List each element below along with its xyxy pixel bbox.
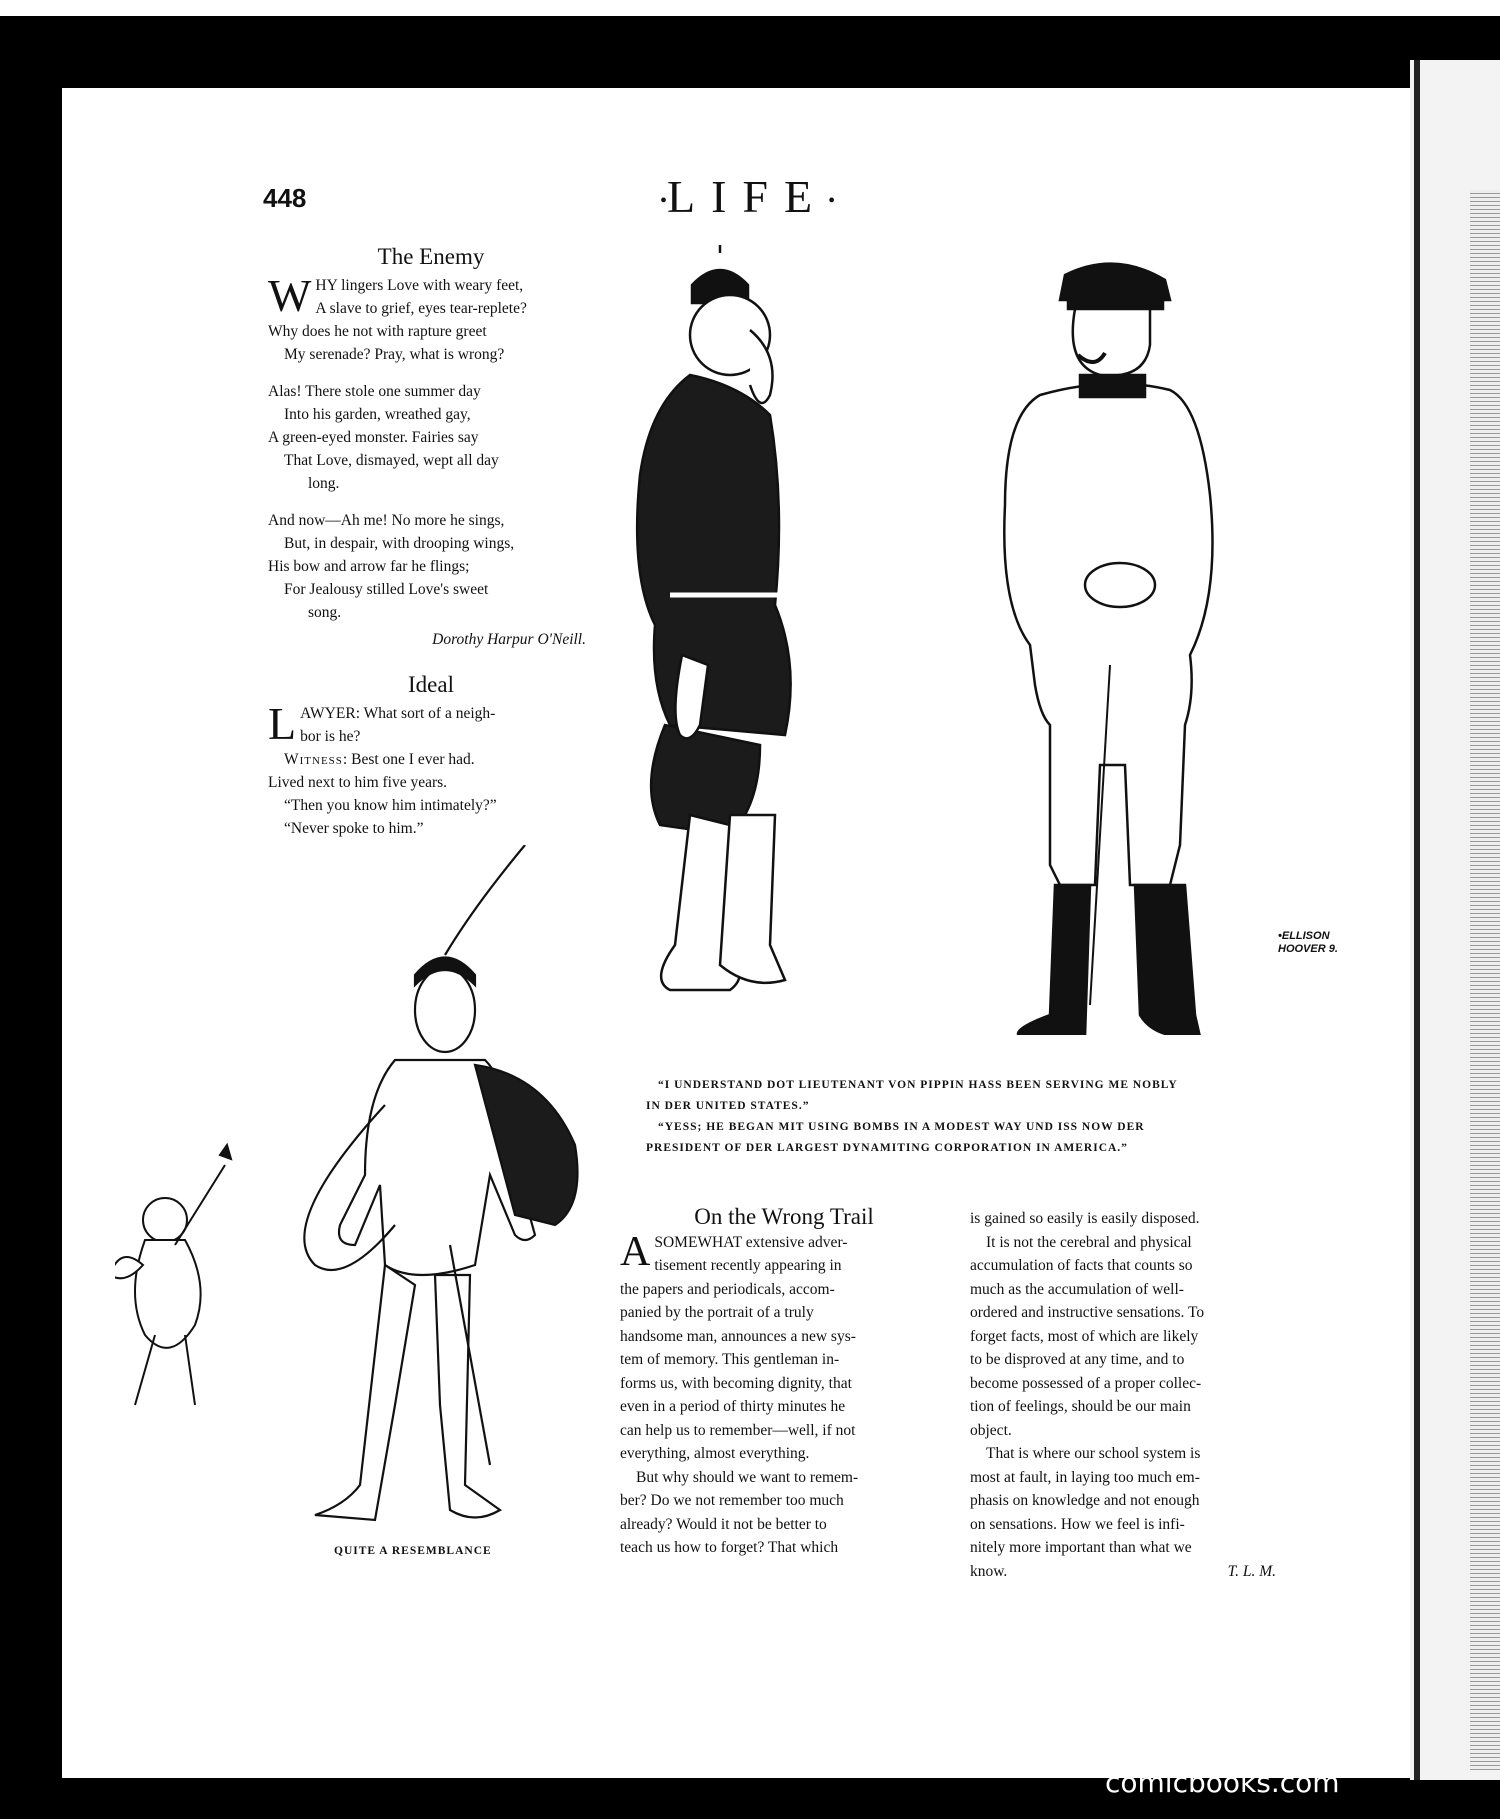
- officer-left-figure: [637, 245, 790, 990]
- article-line: teach us how to forget? That which: [620, 1539, 839, 1556]
- article-line: tisement recently appearing in: [654, 1257, 842, 1274]
- artist-signature-line: •ELLISON: [1278, 930, 1330, 942]
- article-line: everything, almost everything.: [620, 1445, 810, 1462]
- article-line: much as the accumulation of well-: [970, 1280, 1184, 1298]
- poem-line: That Love, dismayed, wept all day: [284, 452, 499, 469]
- article-column-right: [970, 1207, 1300, 1583]
- poem-line: Into his garden, wreathed gay,: [284, 406, 471, 423]
- caption-line: PRESIDENT OF DER LARGEST DYNAMITING CORPORATION IN AMERICA.”: [646, 1142, 1128, 1154]
- poem-line: HY lingers Love with weary feet,: [315, 277, 524, 294]
- poem-line: And now—Ah me! No more he sings,: [268, 512, 505, 529]
- watermark: comicbooks.com: [1105, 1766, 1340, 1799]
- dialogue-line: “Never spoke to him.”: [284, 820, 424, 837]
- dialogue-line: bor is he?: [300, 728, 361, 745]
- poem-line: A green-eyed monster. Fairies say: [268, 429, 479, 446]
- poem-line: song.: [308, 604, 342, 621]
- dialogue-line: [268, 748, 594, 771]
- article-line: already? Would it not be better to: [620, 1515, 827, 1533]
- article-line: It is not the cerebral and physical: [986, 1233, 1192, 1251]
- devil-figure: [304, 845, 577, 1520]
- article-paragraph-1: [620, 1228, 948, 1466]
- article-line: even in a period of thirty minutes he: [620, 1398, 846, 1415]
- masthead-dot-right: •: [828, 189, 836, 212]
- cupid-figure: [115, 1145, 231, 1405]
- dialogue-line: Lived next to him five years.: [268, 774, 448, 791]
- article-last-line: [970, 1560, 1300, 1584]
- page-edge-hatching: [1470, 190, 1500, 1770]
- masthead-title: LIFE: [667, 171, 829, 222]
- article-line: accumulation of facts that counts so: [970, 1257, 1193, 1274]
- poem-line: A slave to grief, eyes tear-replete?: [315, 300, 527, 317]
- artist-signature-line: HOOVER 9.: [1278, 943, 1338, 955]
- article-lead: SOMEWHAT extensive adver-: [654, 1233, 848, 1251]
- poem-stanza-1: [268, 270, 594, 366]
- ideal-dialogue: [268, 698, 594, 840]
- article-column-left: [620, 1205, 948, 1560]
- article-last-word: know.: [970, 1562, 1008, 1580]
- next-page-edge: [1410, 60, 1500, 1780]
- article-line: But why should we want to remem-: [636, 1468, 859, 1486]
- article-line: become possessed of a proper collec-: [970, 1374, 1202, 1392]
- article-dropcap: A: [620, 1228, 651, 1275]
- left-column: [268, 245, 594, 840]
- caption-line: “YESS; HE BEGAN MIT USING BOMBS IN A MODEST WAY UND ISS NOW DER: [658, 1121, 1145, 1133]
- caption-line: IN DER UNITED STATES.”: [646, 1100, 810, 1112]
- top-margin: [0, 0, 1500, 16]
- article-line: can help us to remember—well, if not: [620, 1421, 856, 1439]
- poem-line: But, in despair, with drooping wings,: [284, 535, 515, 552]
- poem-line: Alas! There stole one summer day: [268, 383, 481, 400]
- article-line: phasis on knowledge and not enough: [970, 1492, 1200, 1509]
- article-signature: T. L. M.: [1227, 1562, 1276, 1580]
- poem-stanza-3: [268, 509, 594, 624]
- article-line: the papers and periodicals, accom-: [620, 1280, 835, 1298]
- officers-illustration: [610, 245, 1300, 1035]
- officer-right-figure: [1004, 264, 1212, 1035]
- masthead: [660, 170, 835, 223]
- dialogue-line: “Then you know him intimately?”: [284, 797, 497, 814]
- masthead-dot-left: •: [660, 189, 668, 212]
- poem-line: Why does he not with rapture greet: [268, 323, 487, 340]
- article-line: most at fault, in laying too much em-: [970, 1468, 1200, 1486]
- article-line: is gained so easily is easily disposed.: [970, 1210, 1200, 1227]
- article-line: forms us, with becoming dignity, that: [620, 1374, 852, 1392]
- poem-line: My serenade? Pray, what is wrong?: [284, 346, 505, 363]
- article-line: ber? Do we not remember too much: [620, 1492, 844, 1509]
- witness-text: : Best one I ever had.: [342, 751, 475, 768]
- officers-caption: [646, 1075, 1276, 1159]
- caption-line: “I UNDERSTAND DOT LIEUTENANT VON PIPPIN HASS BEEN SERVING ME NOBLY: [658, 1079, 1178, 1091]
- article-line: ordered and instructive sensations. To: [970, 1304, 1205, 1321]
- article-paragraph-3: [970, 1231, 1300, 1443]
- poem-line: long.: [308, 475, 340, 492]
- ideal-dropcap: L: [268, 698, 297, 749]
- devil-cupid-illustration: [115, 845, 605, 1535]
- witness-label: Witness: [284, 751, 343, 768]
- poem-title: The Enemy: [377, 244, 485, 269]
- poem-dropcap: W: [268, 270, 312, 321]
- dialogue-line: AWYER: What sort of a neigh-: [300, 705, 496, 722]
- article-line: to be disproved at any time, and to: [970, 1351, 1185, 1368]
- article-line: handsome man, announces a new sys-: [620, 1327, 856, 1345]
- article-paragraph-2: [620, 1466, 948, 1560]
- poem-line: For Jealousy stilled Love's sweet: [284, 581, 489, 598]
- article-line: nitely more important than what we: [970, 1539, 1192, 1556]
- article-paragraph-2-cont: [970, 1207, 1300, 1231]
- devil-caption: QUITE A RESEMBLANCE: [334, 1545, 492, 1557]
- article-paragraph-4: [970, 1442, 1300, 1583]
- poem-stanza-2: [268, 380, 594, 495]
- article-title: On the Wrong Trail: [694, 1204, 874, 1229]
- page-number: 448: [263, 183, 307, 213]
- poem-author: Dorothy Harpur O'Neill.: [432, 631, 586, 648]
- article-line: object.: [970, 1421, 1012, 1439]
- ideal-title: Ideal: [408, 672, 454, 697]
- poem-line: His bow and arrow far he flings;: [268, 558, 470, 575]
- article-line: on sensations. How we feel is infi-: [970, 1515, 1185, 1533]
- artist-signature: [1278, 930, 1338, 956]
- article-line: tion of feelings, should be our main: [970, 1398, 1191, 1415]
- article-line: tem of memory. This gentleman in-: [620, 1351, 840, 1368]
- article-line: panied by the portrait of a truly: [620, 1304, 814, 1321]
- article-line: That is where our school system is: [986, 1445, 1201, 1462]
- article-line: forget facts, most of which are likely: [970, 1327, 1199, 1345]
